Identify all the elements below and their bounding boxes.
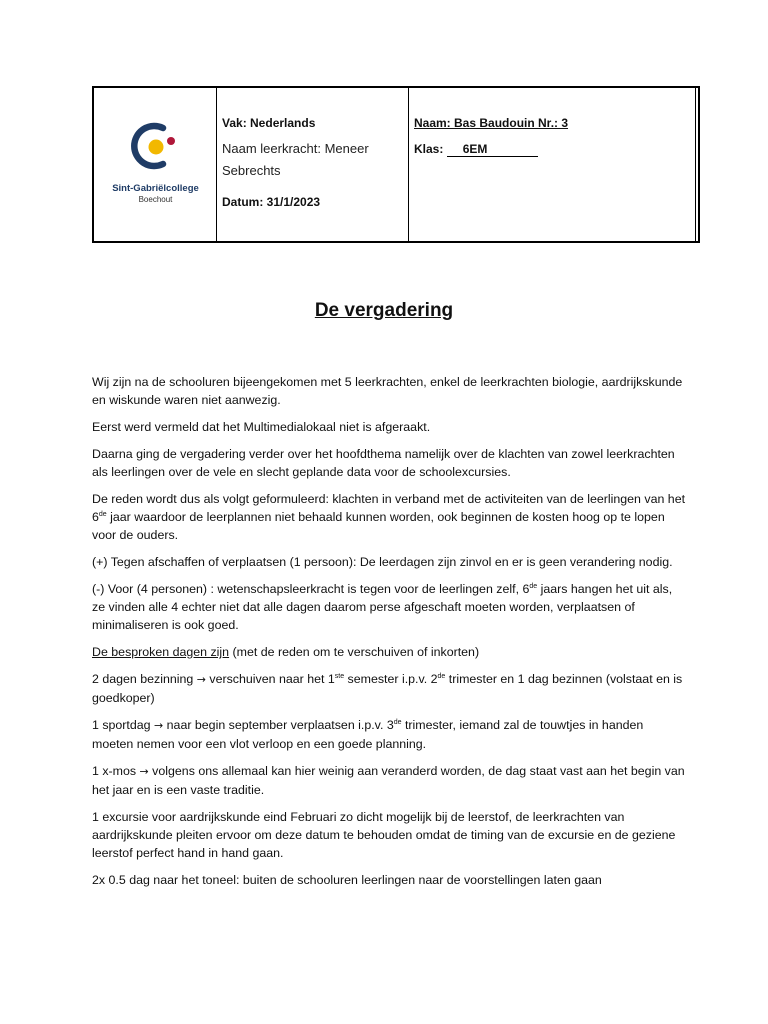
paragraph-reason: De reden wordt dus als volgt geformuleerd: klachten in verband met de activiteiten van de leerlingen van het 6de jaar waardoor de leerplannen niet behaald kunnen worden, ook beginnen de kosten hoog op te lopen voor de ouders. [92, 492, 686, 542]
student-cell [409, 88, 698, 241]
paragraph-multimedia: Eerst werd vermeld dat het Multimedialokaal niet is afgeraakt. [92, 420, 431, 434]
subject-label: Vak: Nederlands [222, 116, 316, 130]
school-logo-icon [121, 116, 191, 178]
student-name: Naam: Bas Baudouin Nr.: 3 [414, 116, 569, 130]
paragraph-against: (+) Tegen afschaffen of verplaatsen (1 persoon): De leerdagen zijn zinvol en er is geen verandering nodig. [92, 555, 673, 569]
subject-cell [217, 88, 409, 241]
arrow-right-icon: → [139, 765, 149, 778]
class-value: 6EM [447, 142, 538, 157]
paragraph-toneel: 2x 0.5 dag naar het toneel: buiten de schooluren leerlingen naar de voorstellingen laten gaan [92, 873, 602, 887]
logo-cell [94, 88, 217, 241]
paragraph-xmos: 1 x-mos → volgens ons allemaal kan hier weinig aan veranderd worden, de dag staat vast aan het begin van het jaar en is een vaste traditie. [92, 764, 685, 797]
paragraph-sportdag: 1 sportdag → naar begin september verplaatsen i.p.v. 3de trimester, iemand zal de touwtjes in handen moeten nemen voor een vlot verloop en een goede planning. [92, 718, 644, 751]
paragraph-attendance: Wij zijn na de schooluren bijeengekomen met 5 leerkrachten, enkel de leerkrachten biologie, aardrijkskunde en wiskunde waren niet aanwezig. [92, 375, 683, 407]
school-name: Sint-Gabriëlcollege [112, 183, 199, 194]
paragraph-excursie: 1 excursie voor aardrijkskunde eind Februari zo dicht mogelijk bij de leerstof, de leerkrachten van aardrijkskunde pleiten ervoor om deze datum te behouden omdat de timing van de excursie en de geziene leerstof perfect hand in hand gaan. [92, 810, 676, 860]
document-title: De vergadering [314, 300, 454, 321]
paragraph-main-topic: Daarna ging de vergadering verder over het hoofdthema namelijk over de klachten van zowel leerkrachten als leerlingen over de vele en slecht geplande data voor de schoolexcursies. [92, 447, 675, 479]
date-label: Datum: 31/1/2023 [222, 195, 321, 209]
school-location: Boechout [138, 195, 173, 204]
class-line [414, 142, 698, 157]
teacher-name-line2: Sebrechts [222, 163, 281, 178]
header-table [92, 86, 700, 243]
arrow-right-icon: → [154, 719, 164, 732]
arrow-right-icon: → [196, 673, 206, 686]
class-label: Klas: [414, 142, 444, 156]
paragraph-days-heading: De besproken dagen zijn (met de reden om te verschuiven of inkorten) [92, 645, 480, 659]
paragraph-bezinning: 2 dagen bezinning → verschuiven naar het 1ste semester i.p.v. 2de trimester en 1 dag bezinnen (volstaat en is goedkoper) [92, 672, 683, 705]
document-body [92, 373, 688, 898]
paragraph-for: (-) Voor (4 personen) : wetenschapsleerkracht is tegen voor de leerlingen zelf, 6de jaars hangen het uit als, ze vinden alle 4 echter niet dat alle dagen daarom perse afgeschaft moeten worden, verplaatsen of minimaliseren is ook goed. [92, 582, 673, 632]
teacher-name-line1: Naam leerkracht: Meneer [222, 141, 369, 156]
